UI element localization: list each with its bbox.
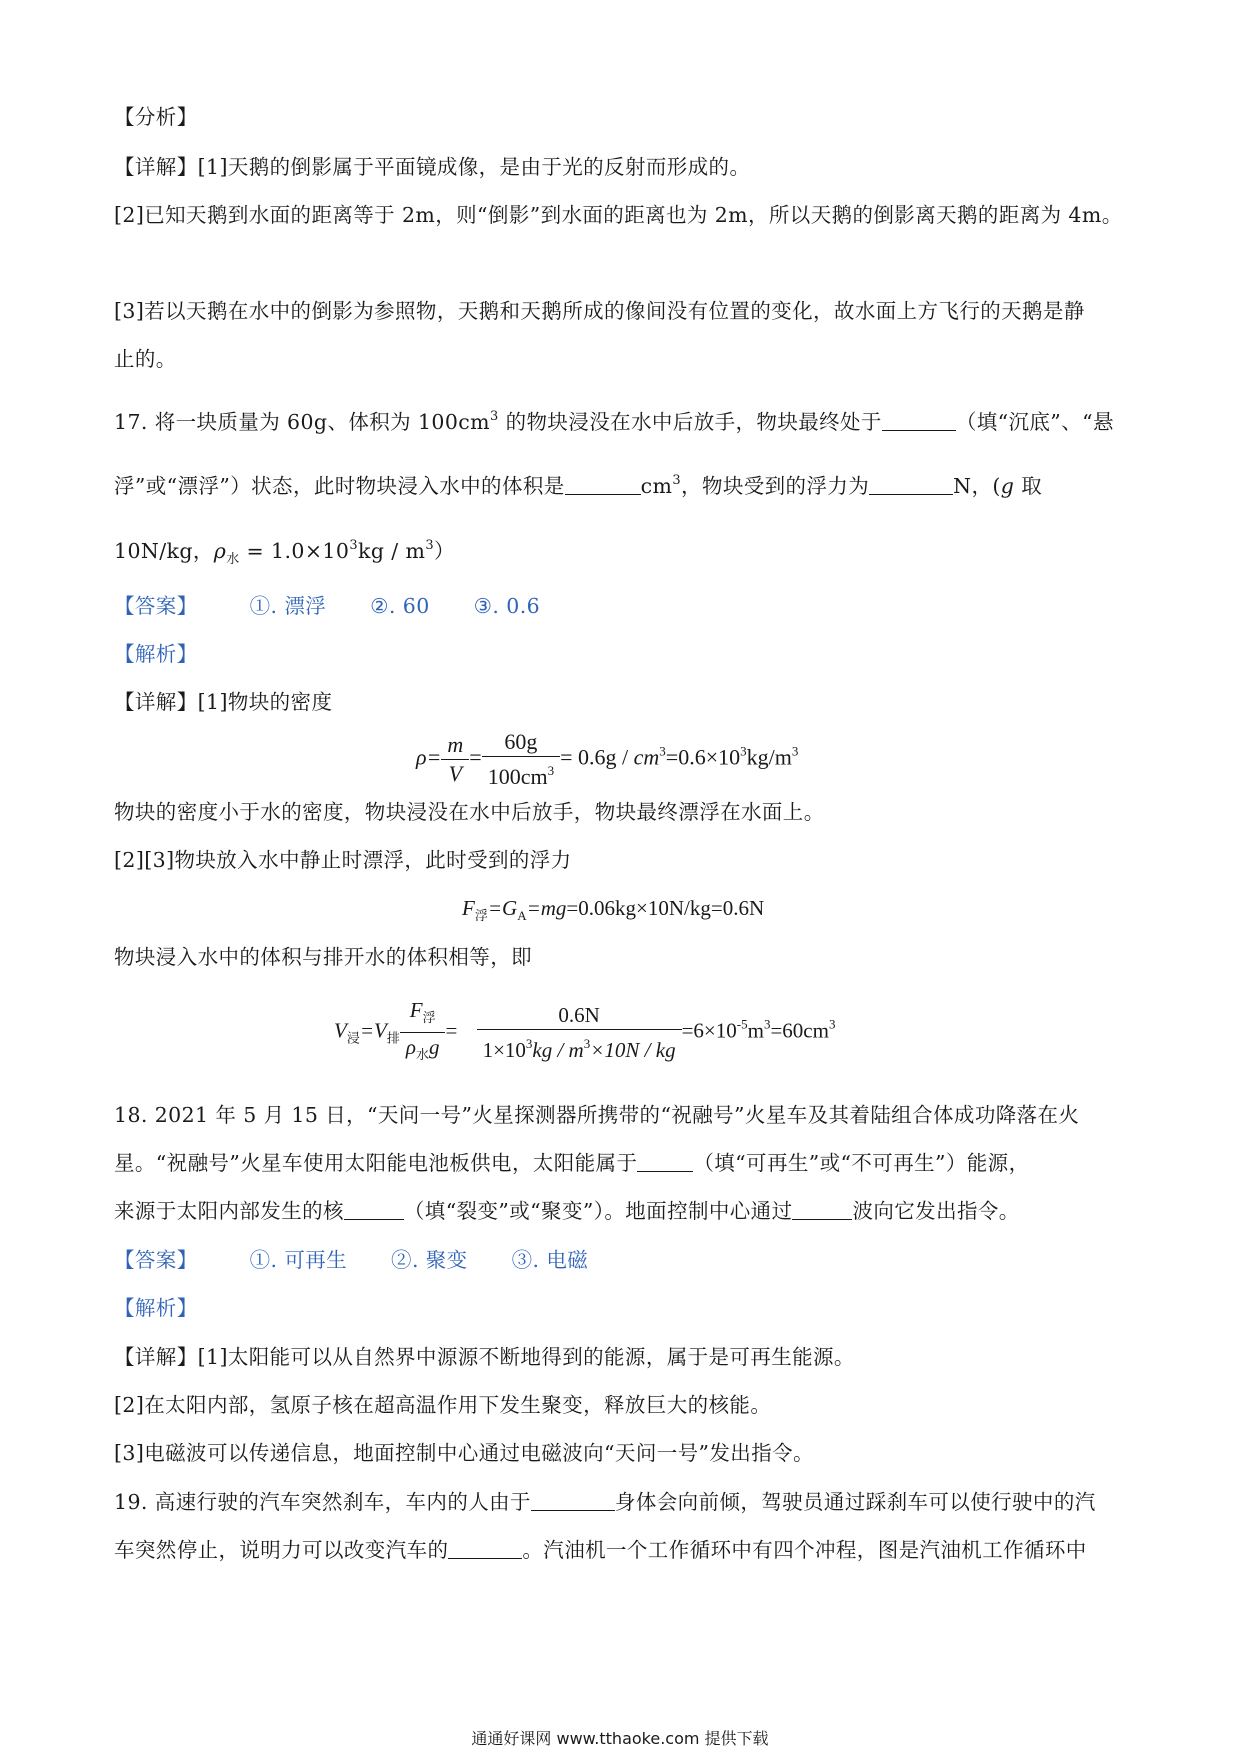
q18-detail-3: [3]电磁波可以传递信息，地面控制中心通过电磁波向“天问一号”发出指令。	[114, 1441, 814, 1465]
density-equation: ρ= $\frac{m}{V}$ = $\frac{60g}{100cm^3}$ = $0.6g / cm^3=0.6\times 10^3kg/m^3$	[416, 729, 799, 789]
q17-line-1: 17. 将一块质量为 60g、体积为 $100cm^3$ 的物块浸没在水中后放手，物块最终处于 （填“沉底”、“悬	[114, 409, 1114, 434]
q18-detail-2: [2]在太阳内部，氢原子核在超高温作用下发生聚变，释放巨大的核能。	[114, 1393, 772, 1417]
q17-detail-3: [2][3]物块放入水中静止时漂浮，此时受到的浮力	[114, 848, 572, 872]
q16-detail-2: [2]已知天鹅到水面的距离等于 2m，则“倒影”到水面的距离也为 2m，所以天鹅的倒影离天鹅的距离为 4m。	[114, 203, 1123, 227]
q17-answer: 【答案】 ①. 漂浮 ②. 60 ③. 0.6	[114, 594, 541, 618]
analysis-tag: 【分析】	[114, 105, 198, 129]
answer-blank	[344, 1199, 404, 1220]
q17-detail-2: 物块的密度小于水的密度，物块浸没在水中后放手，物块最终漂浮在水面上。	[114, 800, 825, 824]
answer-blank	[869, 474, 953, 495]
answer-blank	[792, 1199, 852, 1220]
q16-detail-1: 【详解】[1]天鹅的倒影属于平面镜成像，是由于光的反射而形成的。	[114, 155, 751, 179]
answer-blank	[448, 1538, 522, 1559]
q17-line-3: 10N/kg，$\rho_水 = 1.0\times 10^3kg / m^3$）	[114, 538, 455, 567]
answer-blank	[637, 1151, 693, 1172]
q18-line-3: 来源于太阳内部发生的核 （填“裂变”或“聚变”）。地面控制中心通过 波向它发出指令。	[114, 1199, 1020, 1223]
answer-blank	[565, 474, 641, 495]
answer-blank	[531, 1490, 615, 1511]
q18-answer: 【答案】 ①. 可再生 ②. 聚变 ③. 电磁	[114, 1248, 589, 1272]
buoyancy-equation: $F_浮=G_A=mg=0.06kg\times 10N/kg=0.6N$	[462, 896, 765, 923]
volume-equation: $V_浸=V_排$ $\frac{F_浮}{\rho_水g}$ = $\frac{0.6N}{1\times 10^3kg / m^3\times 10N / kg}$ $=6\times 10^{-5}m^3=60cm^3$	[334, 998, 836, 1062]
page-footer: 通通好课网 www.tthaoke.com 提供下载	[471, 1729, 769, 1748]
q17-detail-4: 物块浸入水中的体积与排开水的体积相等，即	[114, 945, 532, 969]
q17-detail-1: 【详解】[1]物块的密度	[114, 690, 333, 714]
q16-detail-3b: 止的。	[114, 347, 177, 371]
q18-detail-1: 【详解】[1]太阳能可以从自然界中源源不断地得到的能源，属于是可再生能源。	[114, 1345, 855, 1369]
q17-line-2: 浮”或“漂浮”）状态，此时物块浸入水中的体积是 $cm^3$，物块受到的浮力为 N，(g 取	[114, 473, 1043, 498]
q19-line-2: 车突然停止，说明力可以改变汽车的 。汽油机一个工作循环中有四个冲程，图是汽油机工作循环中	[114, 1538, 1087, 1562]
q16-detail-3a: [3]若以天鹅在水中的倒影为参照物，天鹅和天鹅所成的像间没有位置的变化，故水面上方飞行的天鹅是静	[114, 299, 1085, 323]
q17-jiexi-tag: 【解析】	[114, 642, 198, 666]
q18-line-2: 星。“祝融号”火星车使用太阳能电池板供电，太阳能属于 （填“可再生”或“不可再生”）能源，	[114, 1151, 1030, 1175]
q18-jiexi-tag: 【解析】	[114, 1296, 198, 1320]
q18-line-1: 18. 2021 年 5 月 15 日，“天问一号”火星探测器所携带的“祝融号”火星车及其着陆组合体成功降落在火	[114, 1103, 1080, 1127]
answer-blank	[882, 410, 956, 431]
q19-line-1: 19. 高速行驶的汽车突然刹车，车内的人由于 身体会向前倾，驾驶员通过踩刹车可以使行驶中的汽	[114, 1490, 1096, 1514]
